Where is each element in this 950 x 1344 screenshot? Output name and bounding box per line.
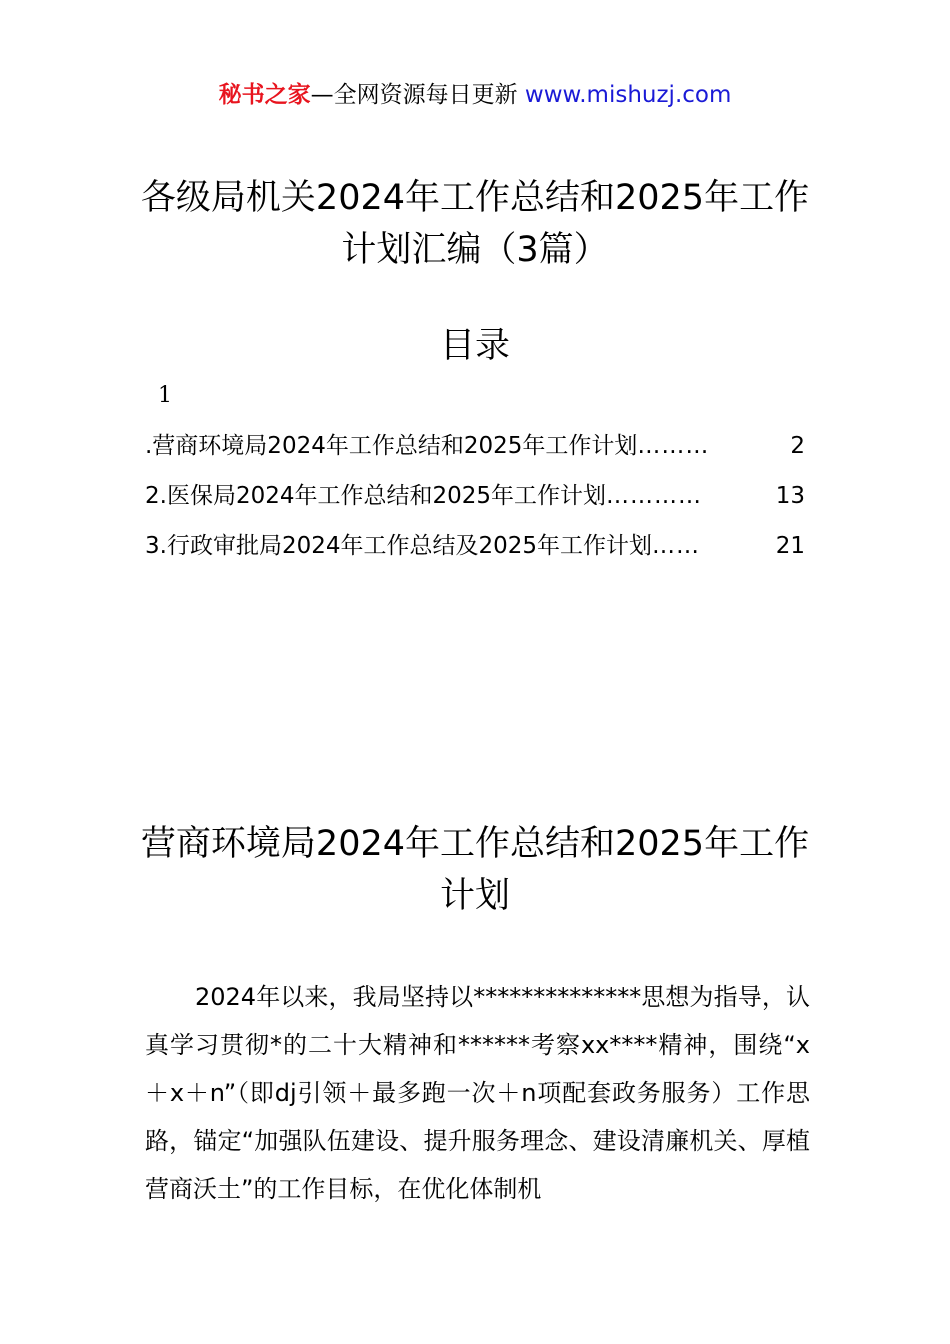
toc-stray-number: 1 <box>158 383 172 408</box>
toc-leader-dots: …… <box>652 533 701 559</box>
toc-item-2[interactable] <box>145 480 805 512</box>
brand-name: 秘书之家 <box>218 82 311 108</box>
section-title-line-1: 营商环境局2024年工作总结和2025年工作 <box>140 824 810 864</box>
site-url-link[interactable]: www.mishuzj.com <box>524 82 732 108</box>
toc-item-label: .营商环境局2024年工作总结和2025年工作计划 <box>145 433 638 459</box>
toc-item-label: 2.医保局2024年工作总结和2025年工作计划 <box>145 483 607 509</box>
section-title-line-2: 计划 <box>439 876 510 916</box>
site-header <box>0 80 950 110</box>
toc-page-number: 13 <box>775 483 805 509</box>
body-paragraph: 2024年以来，我局坚持以**************思想为指导，认真学习贯彻*的二十大精神和******考察xx****精神，围绕“x＋x＋n”（即dj引领＋最多跑一次＋n项配套政务服务）工作思路，锚定“加强队伍建设、提升服务理念、建设清廉机关、厚植营商沃土”的工作目标，在优化体制机 <box>145 983 810 1203</box>
toc-item-1[interactable] <box>145 430 805 462</box>
document-title <box>130 172 820 276</box>
document-title-line-1: 各级局机关2024年工作总结和2025年工作 <box>140 178 810 218</box>
document-title-line-2: 计划汇编（3篇） <box>341 230 609 270</box>
section-title <box>130 818 820 922</box>
header-slogan: —全网资源每日更新 <box>310 82 518 108</box>
toc-leader-dots: ………… <box>606 483 703 509</box>
toc-page-number: 2 <box>790 433 805 459</box>
toc-leader-dots: ……… <box>637 433 710 459</box>
toc-item-3[interactable] <box>145 530 805 562</box>
toc-item-label: 3.行政审批局2024年工作总结及2025年工作计划 <box>145 533 653 559</box>
toc-heading: 目录 <box>439 326 510 366</box>
toc-page-number: 21 <box>775 533 805 559</box>
